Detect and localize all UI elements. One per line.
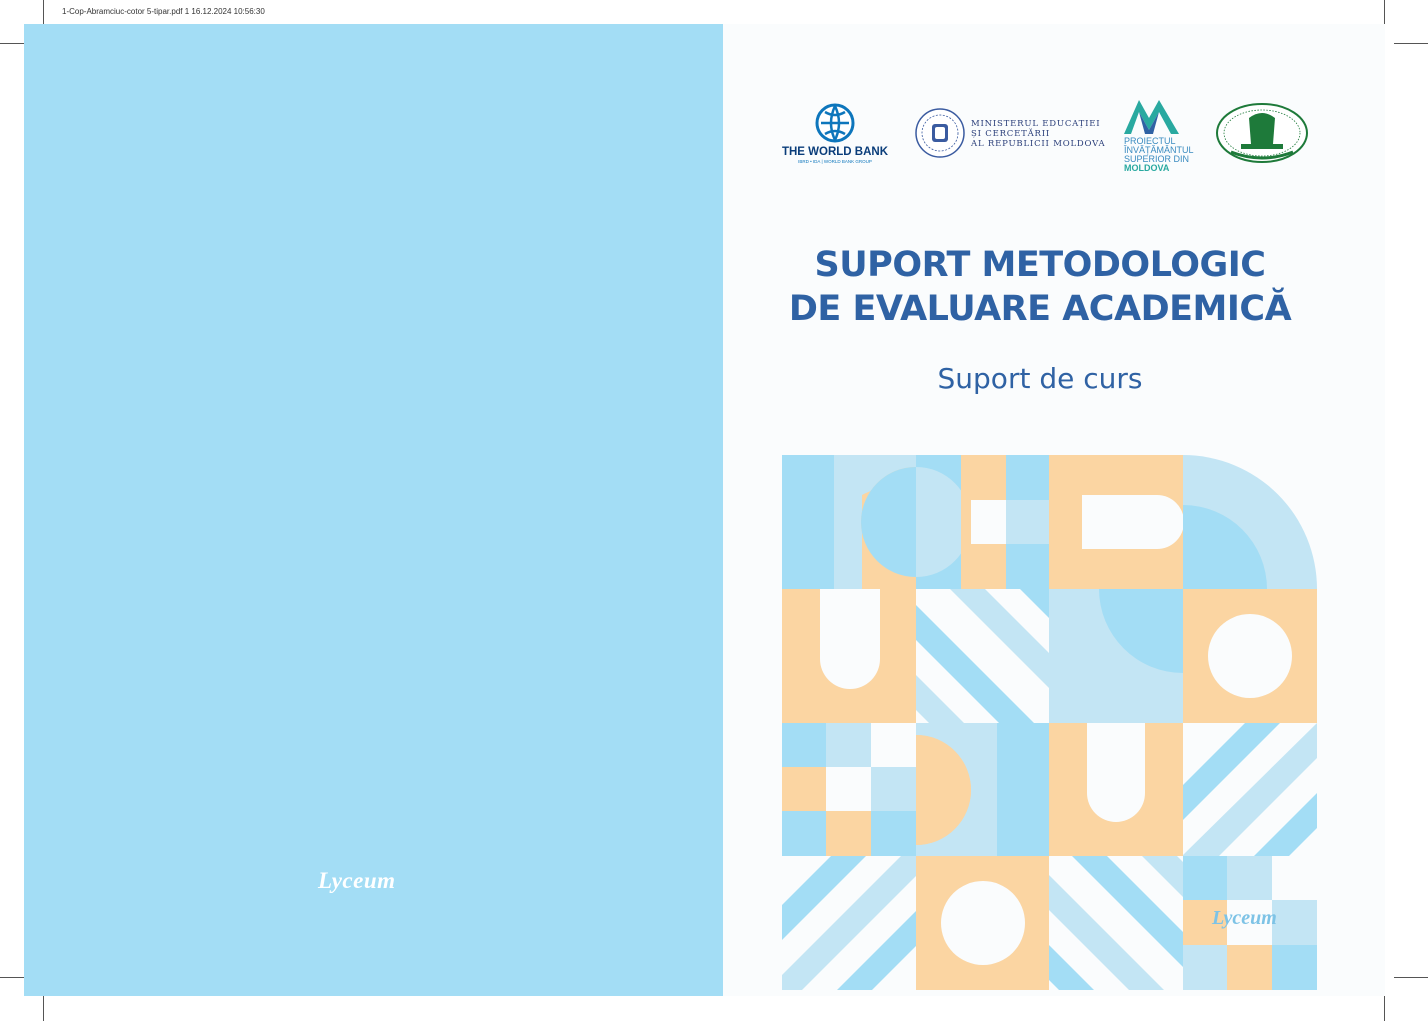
back-cover: [24, 24, 723, 996]
university-seal-icon: [1217, 104, 1307, 162]
pattern-tile: [1183, 589, 1317, 723]
book-title-line-2: DE EVALUARE ACADEMICĂ: [788, 289, 1292, 329]
pattern-tile: [1183, 723, 1317, 857]
crop-mark: [1394, 977, 1428, 978]
pattern-tile: [782, 723, 916, 857]
pattern-tile: [1049, 455, 1184, 589]
ministry-logo: [916, 109, 1106, 157]
book-title-line-1: SUPORT METODOLOGIC: [814, 245, 1266, 285]
back-cover-publisher: Lyceum: [318, 868, 396, 893]
front-cover-publisher: Lyceum: [1212, 907, 1277, 929]
ministry-line-1: MINISTERUL EDUCAȚIEI: [971, 119, 1101, 129]
project-line-2: ÎNVĂȚĂMÂNTUL: [1124, 145, 1194, 155]
world-bank-tagline: IBRD • IDA | WORLD BANK GROUP: [798, 159, 872, 164]
project-line-4: MOLDOVA: [1124, 163, 1170, 173]
world-bank-logo: [782, 105, 889, 164]
pattern-tile: [782, 589, 916, 723]
project-line-3: SUPERIOR DIN: [1124, 154, 1190, 164]
project-line-1: PROIECTUL: [1124, 136, 1176, 146]
pattern-tile: [782, 856, 916, 990]
pattern-tile: [1049, 723, 1183, 857]
pattern-tile: [861, 455, 1050, 589]
pattern-tile: [916, 589, 1050, 723]
project-logo: [1123, 100, 1194, 173]
pattern-tile: [1183, 455, 1317, 589]
ministry-line-3: AL REPUBLICII MOLDOVA: [971, 139, 1106, 149]
pattern-tile: [1049, 856, 1183, 990]
world-bank-name: THE WORLD BANK: [781, 146, 889, 158]
ministry-line-2: ȘI CERCETĂRII: [971, 129, 1051, 139]
crop-mark: [1394, 43, 1428, 44]
pattern-tile: [916, 856, 1050, 990]
print-file-info: 1-Cop-Abramciuc-cotor 5-tipar.pdf 1 16.12.2024 10:56:30: [62, 7, 265, 16]
partner-logos: [781, 100, 1321, 175]
book-subtitle: Suport de curs: [937, 362, 1143, 395]
